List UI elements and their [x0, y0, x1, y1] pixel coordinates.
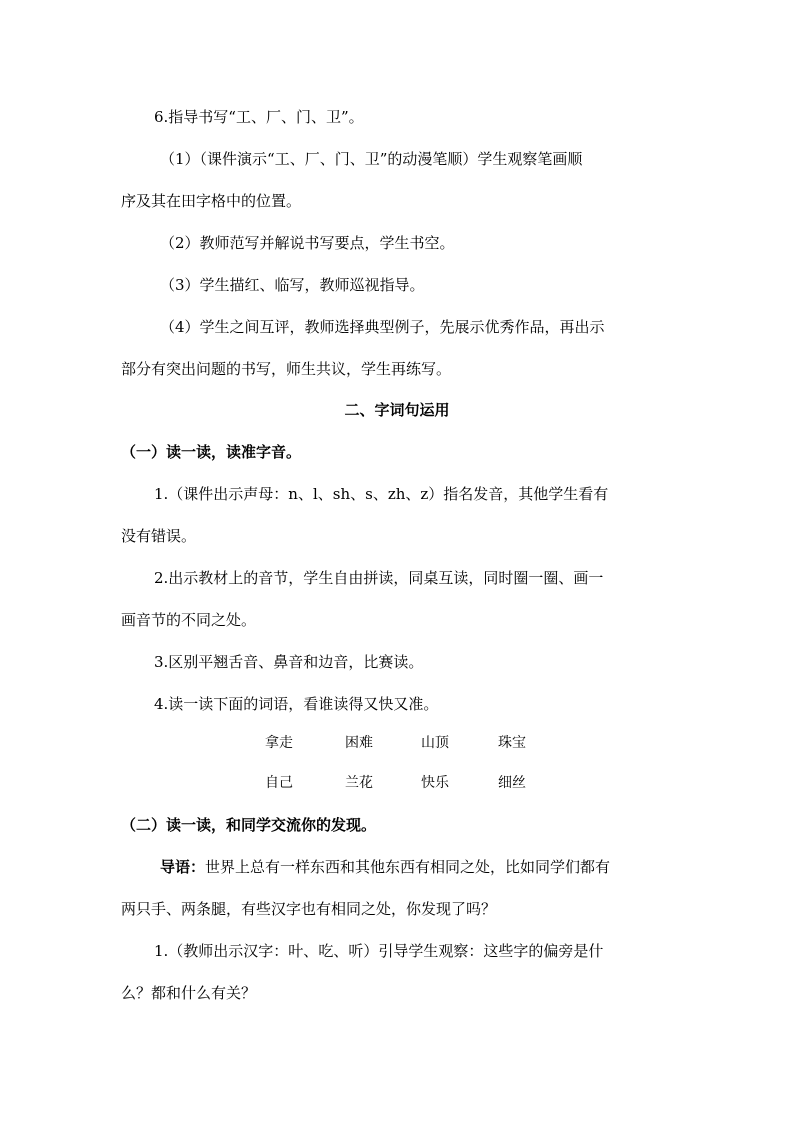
paragraph-line: 画音节的不同之处。 [121, 611, 257, 629]
guide-paragraph [160, 857, 610, 877]
guide-label: 导语： [160, 858, 206, 876]
paragraph-line: （2）教师范写并解说书写要点，学生书空。 [160, 234, 455, 252]
paragraph-line: 没有错误。 [121, 527, 197, 545]
subsection-heading: （二）读一读，和同学交流你的发现。 [121, 816, 377, 834]
guide-text: 世界上总有一样东西和其他东西有相同之处，比如同学们都有 [205, 858, 611, 876]
paragraph-line: 1.（课件出示声母：n、l、sh、s、zh、z）指名发音，其他学生看有 [154, 485, 609, 503]
paragraph-line: 两只手、两条腿，有些汉字也有相同之处，你发现了吗？ [121, 900, 497, 918]
word-item: 困难 [345, 735, 373, 751]
word-item: 珠宝 [498, 735, 526, 751]
paragraph-line: 序及其在田字格中的位置。 [121, 192, 302, 210]
paragraph-line: 4.读一读下面的词语，看谁读得又快又准。 [154, 695, 439, 713]
paragraph-line: 1.（教师出示汉字：叶、吃、听）引导学生观察：这些字的偏旁是什 [154, 942, 604, 960]
subsection-heading: （一）读一读，读准字音。 [121, 443, 302, 461]
word-item: 兰花 [345, 775, 373, 791]
paragraph-line: 部分有突出问题的书写，师生共议，学生再练写。 [121, 360, 452, 378]
word-item: 拿走 [265, 735, 293, 751]
section-heading: 二、字词句运用 [344, 401, 450, 419]
paragraph-line: （3）学生描红、临写，教师巡视指导。 [160, 276, 425, 294]
word-item: 山顶 [421, 735, 449, 751]
paragraph-line: 3.区别平翘舌音、鼻音和边音，比赛读。 [154, 653, 424, 671]
paragraph-line: 么？都和什么有关？ [121, 984, 257, 1002]
paragraph-line: （1）（课件演示“工、厂、门、卫”的动漫笔顺）学生观察笔画顺 [160, 150, 583, 168]
word-item: 快乐 [421, 775, 449, 791]
paragraph-line: 2.出示教材上的音节，学生自由拼读，同桌互读，同时圈一圈、画一 [154, 569, 604, 587]
word-item: 自己 [265, 775, 293, 791]
word-item: 细丝 [498, 775, 526, 791]
paragraph-line: 6.指导书写“工、厂、门、卫”。 [154, 108, 364, 126]
paragraph-line: （4）学生之间互评，教师选择典型例子，先展示优秀作品，再出示 [160, 318, 605, 336]
